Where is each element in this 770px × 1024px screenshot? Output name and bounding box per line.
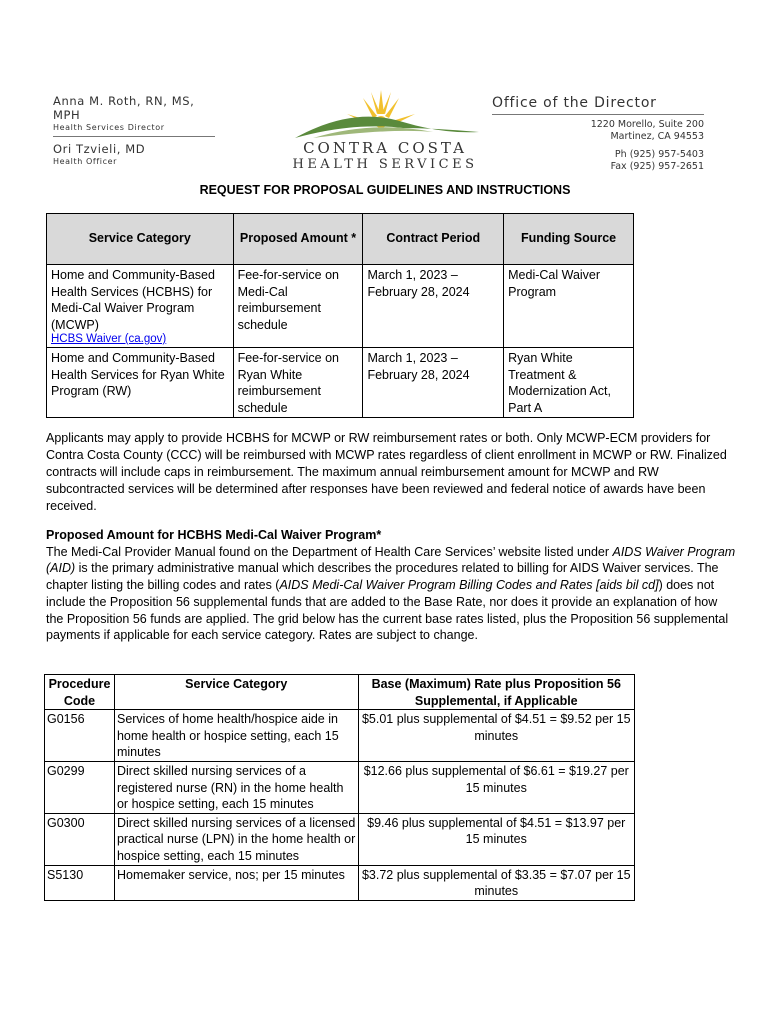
body-italic: AIDS Medi-Cal Waiver Program Billing Codes and Rates [aids bil cd] — [279, 578, 659, 593]
hcbs-waiver-link[interactable]: HCBS Waiver (ca.gov) — [51, 333, 167, 345]
table-cell: March 1, 2023 – February 28, 2024 — [363, 348, 504, 418]
phone: Ph (925) 957-5403 — [614, 149, 704, 160]
table-row — [45, 761, 635, 813]
column-header: Proposed Amount * — [233, 214, 363, 265]
table-row — [47, 348, 634, 418]
page-title: REQUEST FOR PROPOSAL GUIDELINES AND INSTRUCTIONS — [199, 183, 571, 197]
table-cell: Medi-Cal Waiver Program — [504, 265, 634, 348]
health-officer-title: Health Officer — [53, 157, 117, 166]
proposed-amount-section — [46, 527, 736, 644]
body-italic: AIDS Waiver Program (AID) — [46, 544, 736, 576]
address-line2: Martinez, CA 94553 — [610, 131, 704, 142]
rate: $3.72 plus supplemental of $3.35 = $7.07 per 15 minutes — [358, 865, 634, 900]
column-header: Base (Maximum) Rate plus Proposition 56 Supplemental, if Applicable — [358, 675, 634, 710]
director-name: Anna M. Roth, RN, MS, MPH — [53, 94, 195, 122]
table-header-row — [45, 675, 635, 710]
table-row — [47, 265, 634, 348]
applicant-paragraph: Applicants may apply to provide HCBHS for MCWP or RW reimbursement rates or both. Only MCWP-ECM providers for Contra Costa County (CCC) will be reimbursed with MCWP rates regardless of client enrollment in MCWP or RW. Finalized contracts will include caps in reimbursement. The maximum annual reimbursement amount for MCWP and RW subcontracted services will be determined after responses have been reviewed and federal notice of awards have been received. — [46, 431, 727, 513]
divider — [492, 114, 704, 115]
category-text: Home and Community-Based Health Services (HCBHS) for Medi-Cal Waiver Program (MCWP) — [51, 268, 215, 332]
address-line1: 1220 Morello, Suite 200 — [590, 119, 704, 130]
table-row — [45, 813, 635, 865]
service-category: Services of home health/hospice aide in home health or hospice setting, each 15 minutes — [114, 710, 358, 762]
table-cell: March 1, 2023 – February 28, 2024 — [363, 265, 504, 348]
rate: $12.66 plus supplemental of $6.61 = $19.27 per 15 minutes — [358, 761, 634, 813]
rate: $5.01 plus supplemental of $4.51 = $9.52 per 15 minutes — [358, 710, 634, 762]
director-title: Health Services Director — [53, 123, 165, 132]
procedure-code: G0299 — [45, 761, 115, 813]
rate: $9.46 plus supplemental of $4.51 = $13.97 per 15 minutes — [358, 813, 634, 865]
service-category: Direct skilled nursing services of a registered nurse (RN) in the home health or hospice setting, each 15 minutes — [114, 761, 358, 813]
table-row — [45, 865, 635, 900]
column-header: Service Category — [47, 214, 234, 265]
office-block — [492, 94, 704, 173]
service-category: Homemaker service, nos; per 15 minutes — [114, 865, 358, 900]
divider — [53, 136, 215, 137]
health-officer-name: Ori Tzvieli, MD — [53, 142, 146, 156]
column-header: Service Category — [114, 675, 358, 710]
procedure-code: G0156 — [45, 710, 115, 762]
body-text: The Medi-Cal Provider Manual found on the Department of Health Care Services’ website listed under — [46, 544, 613, 559]
table-cell: Fee-for-service on Medi-Cal reimbursement schedule — [233, 265, 363, 348]
director-block — [53, 94, 218, 167]
column-header: Procedure Code — [45, 675, 115, 710]
table-cell: Home and Community-Based Health Services for Ryan White Program (RW) — [47, 348, 234, 418]
column-header: Funding Source — [504, 214, 634, 265]
table-header-row — [47, 214, 634, 265]
table-cell: Ryan White Treatment & Modernization Act, Part A — [504, 348, 634, 418]
body-text: ) does not include the Proposition 56 supplemental funds that are added to the Base Rate, nor does it provide an explanation of how the Proposition 56 funds are applied. The grid below has the current base rates listed, plus the Proposition 56 supplemental payments if applicable for each service category. Rates are subject to change. — [46, 578, 729, 643]
column-header: Contract Period — [363, 214, 504, 265]
procedure-code: S5130 — [45, 865, 115, 900]
logo-line1: CONTRA COSTA — [303, 139, 467, 157]
office-title: Office of the Director — [492, 95, 657, 111]
logo-line2: HEALTH SERVICES — [292, 157, 478, 172]
procedure-code: G0300 — [45, 813, 115, 865]
services-table — [46, 213, 634, 418]
table-cell — [47, 265, 234, 348]
fax: Fax (925) 957-2651 — [610, 161, 704, 172]
section-heading: Proposed Amount for HCBHS Medi-Cal Waiver Program* — [46, 528, 382, 542]
table-row — [45, 710, 635, 762]
service-category: Direct skilled nursing services of a licensed practical nurse (LPN) in the home health or hospice setting, each 15 minutes — [114, 813, 358, 865]
rates-table — [44, 674, 635, 901]
body-text: is the primary administrative manual which describes the procedures related to billing for AIDS Waiver services. The chapter listing the billing codes and rates ( — [46, 561, 719, 593]
section-body — [46, 544, 736, 644]
table-cell: Fee-for-service on Ryan White reimbursement schedule — [233, 348, 363, 418]
